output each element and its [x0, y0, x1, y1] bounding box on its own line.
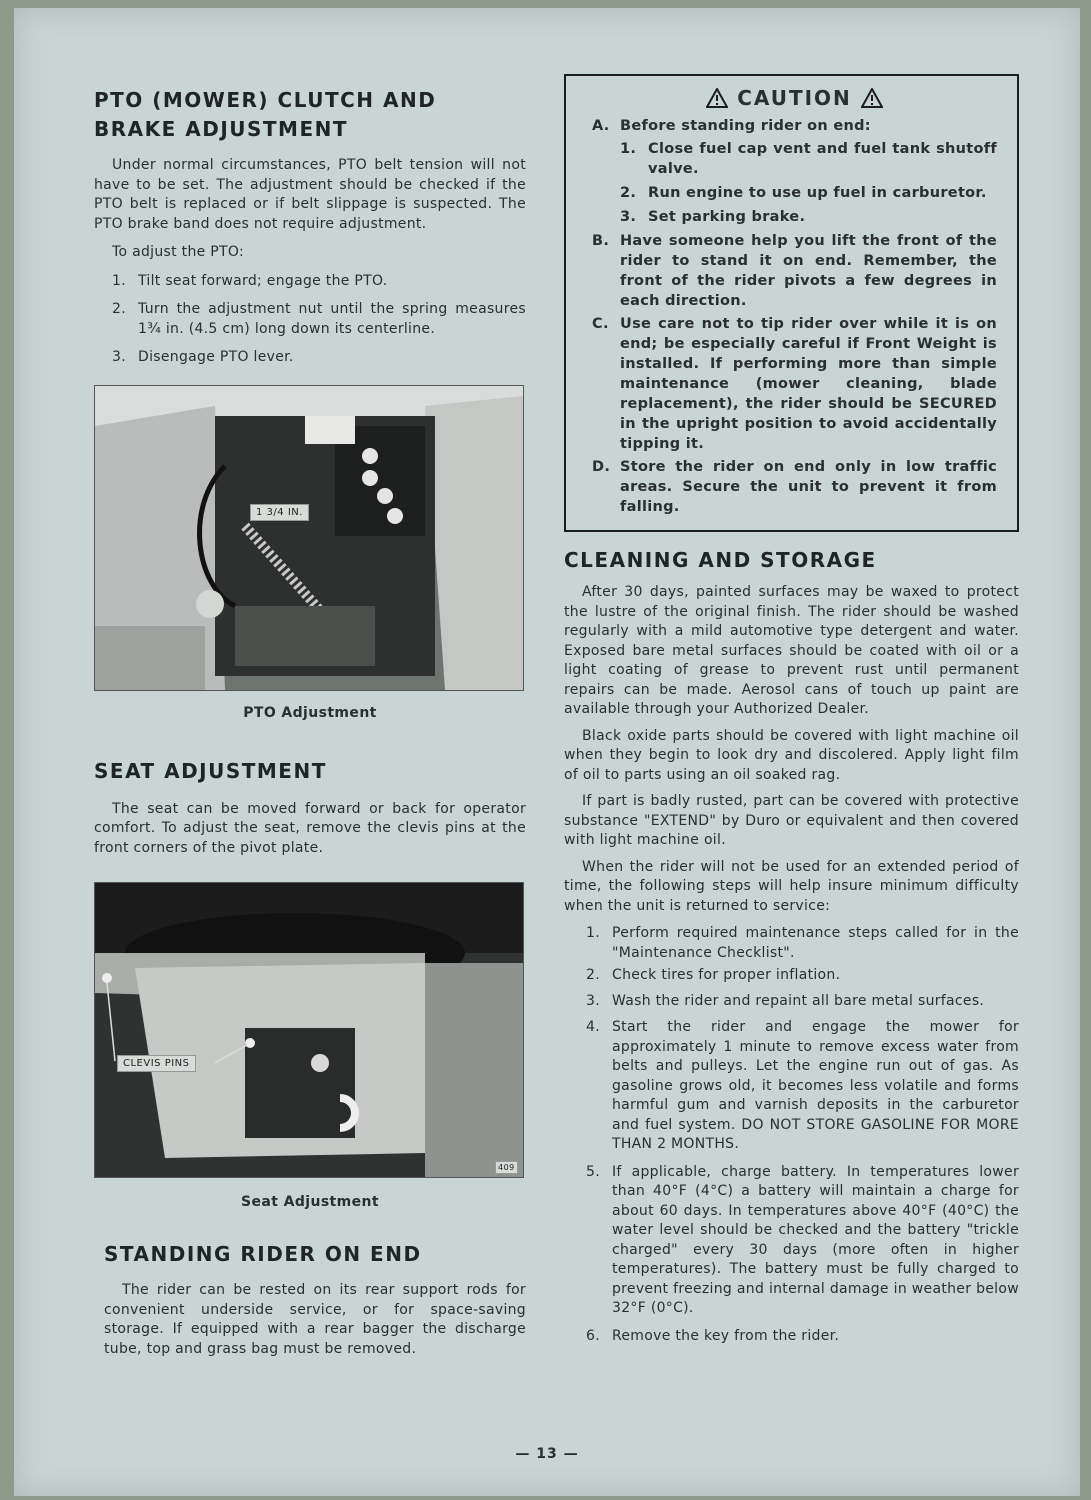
list-item: 3. Disengage PTO lever. [112, 349, 294, 365]
seat-heading: SEAT ADJUSTMENT [94, 758, 327, 783]
left-column [94, 86, 526, 1359]
right-column [564, 74, 1019, 1346]
pto-heading: PTO (MOWER) CLUTCH AND BRAKE ADJUSTMENT [94, 88, 437, 141]
list-item: 2. Check tires for proper inflation. [586, 967, 841, 983]
pto-caption: PTO Adjustment [243, 704, 377, 721]
photo-number: 409 [495, 1161, 518, 1174]
caution-item: C. Use care not to tip rider over while it is on end; be especially careful if Front Weight is installed. If performing more than simple maintenance (mower cleaning, blade replacement), the rider should be SECURED in the upright position to avoid accidentally tipping it. [592, 316, 997, 452]
cleaning-p2: Black oxide parts should be covered with light machine oil when they begin to look dry and discolered. Apply light film of oil to parts using an oil soaked rag. [564, 727, 1019, 783]
cleaning-p4: When the rider will not be used for an extended period of time, the following steps will help insure minimum difficulty when the unit is returned to service: [564, 858, 1019, 914]
page-number: — 13 — [515, 1446, 579, 1462]
caution-list [592, 116, 997, 517]
caution-box [564, 74, 1019, 532]
measurement-callout: 1 3/4 IN. [250, 504, 309, 521]
seat-caption: Seat Adjustment [241, 1194, 379, 1210]
list-item: 5. If applicable, charge battery. In temperatures lower than 40°F (4°C) a battery will maintain a charge for about 60 days. In temperatures above 40°F (40°C) the water level should be checked and the battery "trickle charged" every 30 days (more often in higher temperatures). The battery must be fully charged to prevent freezing and internal damage in weather below 32°F (0°C). [586, 1163, 1019, 1316]
pto-lead: To adjust the PTO: [112, 244, 244, 260]
standing-heading: STANDING RIDER ON END [104, 1242, 422, 1266]
warning-triangle-icon [706, 88, 728, 108]
list-item: 1. Tilt seat forward; engage the PTO. [112, 272, 388, 289]
seat-adjustment-photo [94, 882, 524, 1178]
cleaning-p3: If part is badly rusted, part can be covered with protective substance "EXTEND" by Duro or equivalent and then covered with light machine oil. [564, 793, 1019, 848]
list-item: 4. Start the rider and engage the mower for approximately 1 minute to remove excess water from belts and pulleys. Let the engine run out of gas. As gasoline grows old, it becomes less volatile and forms harmful gum and varnish deposits in the carburetor and fuel system. DO NOT STORE GASOLINE FOR MORE THAN 2 MONTHS. [586, 1019, 1019, 1152]
list-item: 1. Close fuel cap vent and fuel tank shutoff valve. [620, 141, 997, 177]
cleaning-heading: CLEANING AND STORAGE [564, 548, 877, 572]
manual-page [14, 8, 1080, 1496]
list-item: 2. Run engine to use up fuel in carburetor. [620, 185, 987, 201]
list-item: 1. Perform required maintenance steps called for in the "Maintenance Checklist". [586, 925, 1019, 961]
seat-body: The seat can be moved forward or back for operator comfort. To adjust the seat, remove the clevis pins at the front corners of the pivot plate. [94, 800, 526, 856]
standing-body: The rider can be rested on its rear support rods for convenient underside service, or for space-saving storage. If equipped with a rear bagger the discharge tube, top and grass bag must be removed. [104, 1282, 526, 1357]
list-item: 3. Wash the rider and repaint all bare metal surfaces. [586, 992, 985, 1009]
list-item: 2. Turn the adjustment nut until the spring measures 1¾ in. (4.5 cm) long down its centerline. [112, 301, 526, 337]
caution-sublist [620, 139, 997, 227]
seat-image [95, 883, 523, 1177]
caution-title: CAUTION [592, 86, 997, 110]
caution-item: D. Store the rider on end only in low traffic areas. Secure the unit to prevent it from falling. [592, 459, 997, 515]
caution-item: A. Before standing rider on end: 1. Close fuel cap vent and fuel tank shutoff valve. 2. Run engine to use up fuel in carburetor. 3. Set parking brake. [592, 118, 997, 225]
engine-bay-image [95, 386, 523, 690]
caution-item: B. Have someone help you lift the front of the rider to stand it on end. Remember, the front of the rider pivots a few degrees in each direction. [592, 233, 997, 309]
list-item: 3. Set parking brake. [620, 209, 806, 225]
pto-adjustment-photo [94, 385, 524, 691]
list-item: 6. Remove the key from the rider. [586, 1327, 840, 1344]
clevis-pins-callout: CLEVIS PINS [117, 1055, 196, 1072]
warning-triangle-icon [861, 88, 883, 108]
pto-steps [94, 272, 526, 368]
storage-steps [564, 924, 1019, 1346]
cleaning-p1: After 30 days, painted surfaces may be waxed to protect the lustre of the original finish. The rider should be washed regularly with a mild automotive type detergent and water. Exposed bare metal surfaces should be coated with oil or a light coating of grease to prevent rust until permanent repairs can be made. Aerosol cans of touch up paint are available through your Authorized Dealer. [564, 584, 1019, 717]
pto-intro: Under normal circumstances, PTO belt tension will not have to be set. The adjustment should be checked if the PTO belt is replaced or if belt slippage is suspected. The PTO brake band does not require adjustment. [94, 157, 526, 232]
